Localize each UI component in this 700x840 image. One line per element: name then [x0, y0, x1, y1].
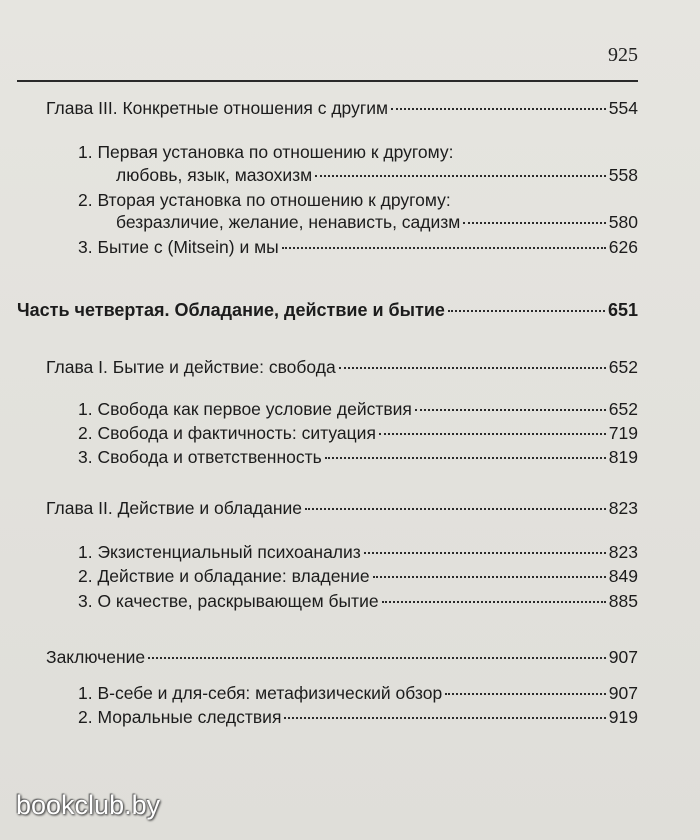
toc-entry-section-3-2 [116, 211, 638, 233]
dot-leader [379, 433, 606, 435]
toc-entry-label: 1. В-себе и для-себя: метафизический обзор [78, 683, 443, 703]
toc-entry-label: 3. Свобода и ответственность [78, 447, 322, 467]
toc-entry-page: 651 [607, 300, 638, 320]
dot-leader [364, 552, 606, 554]
toc-entry-page: 652 [608, 399, 638, 419]
watermark: bookclub.by [16, 790, 161, 820]
toc-entry-page: 885 [608, 591, 638, 611]
dot-leader [415, 409, 606, 411]
toc-entry-page: 849 [608, 566, 638, 586]
toc-entry-page: 626 [608, 237, 638, 257]
toc-entry-section-1-3 [78, 446, 638, 468]
dot-leader [315, 175, 606, 177]
toc-entry-page: 823 [608, 498, 638, 518]
toc-entry-section-2-3 [78, 590, 638, 612]
toc-entry-page: 554 [608, 98, 638, 118]
toc-entry-chapter-2 [46, 497, 638, 519]
toc-entry-label: Глава I. Бытие и действие: свобода [46, 357, 336, 377]
toc-entry-page: 558 [608, 165, 638, 185]
toc-entry-label: 2. Свобода и фактичность: ситуация [78, 423, 376, 443]
dot-leader [463, 222, 605, 224]
toc-entry-section-1-1 [78, 398, 638, 420]
toc-entry-part-4 [17, 299, 638, 321]
page-number: 925 [608, 44, 638, 66]
toc-entry-label: 3. О качестве, раскрывающем бытие [78, 591, 379, 611]
dot-leader [391, 108, 606, 110]
toc-entry-label: 3. Бытие с (Mitsein) и мы [78, 237, 279, 257]
toc-entry-line: 1. Первая установка по отношению к другому: [78, 142, 454, 162]
toc-entry-page: 907 [608, 647, 638, 667]
dot-leader [373, 576, 606, 578]
dot-leader [382, 601, 606, 603]
toc-entry-label: 1. Экзистенциальный психоанализ [78, 542, 361, 562]
dot-leader [339, 367, 606, 369]
dot-leader [148, 657, 606, 659]
toc-entry-label: 2. Действие и обладание: владение [78, 566, 370, 586]
dot-leader [325, 457, 606, 459]
header-rule [17, 80, 638, 82]
toc-entry-section-3-1 [116, 164, 638, 186]
toc-entry-conclusion-1 [78, 682, 638, 704]
toc-entry-label: 1. Свобода как первое условие действия [78, 399, 412, 419]
toc-entry-label: Глава III. Конкретные отношения с другим [46, 98, 389, 118]
toc-entry-label: любовь, язык, мазохизм [116, 165, 313, 185]
toc-entry-page: 823 [608, 542, 638, 562]
toc-entry-section-2-2 [78, 565, 638, 587]
toc-entry-section-2-1 [78, 541, 638, 563]
toc-entry-section-3-3 [78, 236, 638, 258]
toc-entry-page: 919 [608, 707, 638, 727]
toc-entry-label: 2. Моральные следствия [78, 707, 282, 727]
toc-entry-chapter-1 [46, 356, 638, 378]
toc-entry-chapter-3 [46, 97, 638, 119]
toc-entry-conclusion-2 [78, 706, 638, 728]
dot-leader [282, 247, 606, 249]
toc-entry-conclusion [46, 646, 638, 668]
dot-leader [284, 717, 605, 719]
toc-entry-label: безразличие, желание, ненависть, садизм [116, 212, 461, 232]
toc-entry-line: 2. Вторая установка по отношению к другому: [78, 190, 451, 210]
dot-leader [448, 310, 605, 312]
toc-entry-page: 580 [608, 212, 638, 232]
toc-entry-page: 719 [608, 423, 638, 443]
toc-entry-label: Часть четвертая. Обладание, действие и бытие [17, 300, 445, 320]
toc-entry-section-1-2 [78, 422, 638, 444]
toc-entry-label: Глава II. Действие и обладание [46, 498, 303, 518]
dot-leader [305, 508, 606, 510]
dot-leader [445, 693, 606, 695]
toc-entry-page: 819 [608, 447, 638, 467]
toc-entry-page: 907 [608, 683, 638, 703]
toc-entry-page: 652 [608, 357, 638, 377]
toc-entry-label: Заключение [46, 647, 146, 667]
